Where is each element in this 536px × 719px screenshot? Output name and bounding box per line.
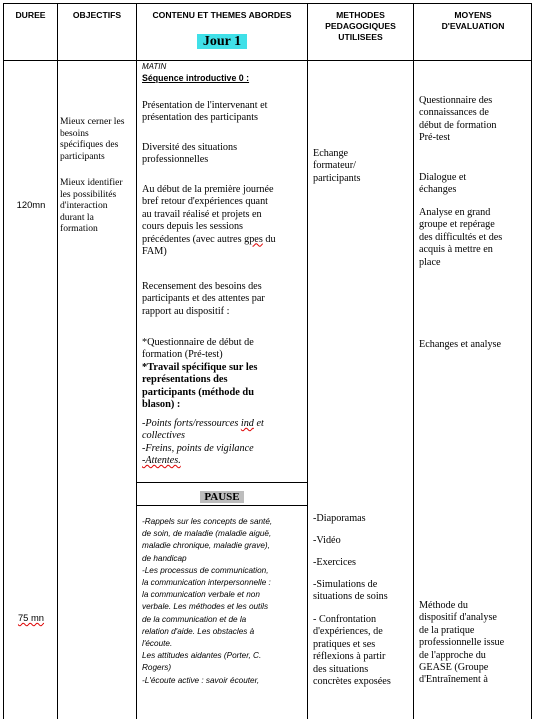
contenu-line: participants et des attentes par bbox=[142, 293, 265, 305]
pause-label: PAUSE bbox=[200, 491, 243, 503]
header-moyens-line: MOYENS bbox=[454, 10, 492, 20]
moyens-analyse bbox=[419, 207, 531, 269]
list-item: Rogers) bbox=[142, 663, 172, 673]
moyens-line: d'Entraînement à bbox=[419, 674, 488, 686]
sequence-title: Séquence introductive 0 : bbox=[142, 73, 250, 83]
contenu-line: cours depuis les sessions bbox=[142, 221, 244, 233]
contenu-line: bref retour d'expériences quant bbox=[142, 196, 269, 208]
methodes-confrontation bbox=[313, 614, 411, 688]
contenu-line bbox=[142, 234, 306, 246]
contenu-concepts-list bbox=[142, 516, 308, 687]
moyens-dialogue bbox=[419, 172, 531, 197]
methodes-exercices: -Exercices bbox=[313, 557, 356, 568]
list-item: -L'écoute active : savoir écouter, bbox=[142, 675, 260, 685]
pause-divider bbox=[137, 505, 307, 506]
contenu-line: Au début de la première journée bbox=[142, 184, 274, 195]
contenu-questionnaire bbox=[142, 337, 306, 362]
contenu-text: -Attentes. bbox=[142, 455, 181, 467]
contenu-retour-experiences bbox=[142, 184, 306, 258]
contenu-blason-items bbox=[142, 418, 306, 468]
moyens-line: de l'approche du bbox=[419, 649, 486, 661]
contenu-line: présentation des participants bbox=[142, 112, 258, 124]
objectifs-line: les possibilités bbox=[60, 188, 117, 200]
list-item: la communication verbale et non bbox=[142, 590, 260, 600]
pause-heading bbox=[137, 487, 307, 505]
list-item: Les attitudes aidantes (Porter, C. bbox=[142, 651, 262, 661]
moyens-line: Analyse en grand bbox=[419, 207, 491, 218]
contenu-line: Recensement des besoins des bbox=[142, 281, 262, 292]
header-moyens bbox=[414, 10, 532, 32]
jour-heading bbox=[137, 32, 307, 50]
contenu-line bbox=[142, 455, 306, 467]
moyens-line: place bbox=[419, 256, 441, 268]
column-divider bbox=[413, 3, 414, 719]
duree-120mn: 120mn bbox=[16, 199, 46, 210]
methodes-diaporamas: -Diaporamas bbox=[313, 513, 366, 524]
contenu-text: -Points forts/ressources bbox=[142, 418, 241, 429]
moyens-line: connaissances de bbox=[419, 107, 489, 119]
objectifs-line: spécifiques des bbox=[60, 139, 119, 151]
list-item: de soin, de maladie (maladie aiguë, bbox=[142, 529, 272, 539]
list-item: de handicap bbox=[142, 553, 187, 563]
contenu-travail-specifique bbox=[142, 362, 306, 412]
moyens-line: acquis à mettre en bbox=[419, 244, 493, 256]
list-item: relation d'aide. Les obstacles à bbox=[142, 626, 255, 636]
moyens-line: Méthode du bbox=[419, 600, 468, 611]
column-divider bbox=[136, 3, 137, 719]
header-moyens-line: D'EVALUATION bbox=[441, 21, 505, 31]
list-item: de la communication et de la bbox=[142, 614, 247, 624]
moyens-line: de la pratique bbox=[419, 624, 475, 636]
list-item: verbale. Les méthodes et les outils bbox=[142, 602, 269, 612]
methodes-line: Echange bbox=[313, 148, 349, 159]
moyens-methode-gease bbox=[419, 600, 531, 687]
moyens-line: début de formation bbox=[419, 119, 497, 131]
contenu-line: *Travail spécifique sur les bbox=[142, 362, 258, 373]
moyens-line: groupe et repérage bbox=[419, 219, 495, 231]
objectifs-line: Mieux identifier bbox=[60, 177, 123, 188]
contenu-line: professionnelles bbox=[142, 154, 209, 166]
objectifs-block-2 bbox=[60, 177, 136, 235]
header-objectifs: OBJECTIFS bbox=[72, 10, 122, 20]
methodes-echange bbox=[313, 148, 411, 185]
list-item: l'écoute. bbox=[142, 639, 173, 649]
list-item: -Les processus de communication, bbox=[142, 565, 269, 575]
contenu-line: blason) : bbox=[142, 399, 181, 411]
methodes-simulations bbox=[313, 579, 411, 604]
header-methodes bbox=[308, 10, 413, 43]
jour-label: Jour 1 bbox=[197, 34, 247, 49]
contenu-diversite bbox=[142, 142, 306, 167]
duree-75mn bbox=[6, 612, 56, 623]
header-contenu: CONTENU ET THEMES ABORDES bbox=[152, 10, 292, 20]
column-divider bbox=[57, 3, 58, 719]
moyens-line: Dialogue et bbox=[419, 172, 467, 183]
contenu-text: ind bbox=[240, 418, 254, 429]
duree-75mn-text: 75 mn bbox=[17, 612, 45, 623]
methodes-line: d'expériences, de bbox=[313, 626, 383, 638]
contenu-line: formation (Pré-test) bbox=[142, 349, 223, 361]
objectifs-line: participants bbox=[60, 150, 105, 162]
methodes-line: pratiques et ses bbox=[313, 638, 376, 650]
contenu-text: et bbox=[253, 418, 264, 429]
moyens-echanges-analyse: Echanges et analyse bbox=[419, 339, 502, 350]
contenu-line: rapport au dispositif : bbox=[142, 305, 230, 317]
moyens-line: dispositif d'analyse bbox=[419, 612, 497, 624]
contenu-line: représentations des bbox=[142, 374, 228, 386]
header-methodes-line: PEDAGOGIQUES bbox=[325, 21, 396, 31]
moyens-line: Pré-test bbox=[419, 132, 451, 144]
header-methodes-line: METHODES bbox=[336, 10, 385, 20]
contenu-line: -Freins, points de vigilance bbox=[142, 442, 254, 454]
contenu-text: précédentes (avec autres bbox=[142, 233, 245, 245]
moyens-questionnaire bbox=[419, 95, 531, 145]
contenu-text: gpes bbox=[244, 233, 263, 245]
contenu-line: Présentation de l'intervenant et bbox=[142, 100, 268, 111]
contenu-line: FAM) bbox=[142, 246, 167, 258]
pause-divider bbox=[137, 482, 307, 483]
contenu-recensement bbox=[142, 281, 306, 318]
methodes-line: participants bbox=[313, 172, 361, 184]
moyens-line: GEASE (Groupe bbox=[419, 662, 489, 674]
methodes-line: situations de soins bbox=[313, 591, 388, 603]
objectifs-block-1 bbox=[60, 116, 136, 162]
methodes-line: formateur/ bbox=[313, 160, 356, 172]
contenu-line: *Questionnaire de début de bbox=[142, 337, 254, 348]
list-item: maladie chronique, maladie grave), bbox=[142, 541, 270, 551]
objectifs-line: durant la bbox=[60, 211, 94, 223]
matin-label: MATIN bbox=[142, 62, 167, 71]
methodes-video: -Vidéo bbox=[313, 535, 341, 546]
methodes-line: réflexions à partir bbox=[313, 651, 386, 663]
list-item: -Rappels sur les concepts de santé, bbox=[142, 517, 273, 526]
contenu-presentation bbox=[142, 100, 306, 125]
methodes-line: -Simulations de bbox=[313, 579, 378, 590]
moyens-line: Questionnaire des bbox=[419, 95, 493, 106]
objectifs-line: Mieux cerner les bbox=[60, 116, 125, 127]
header-duree: DUREE bbox=[15, 10, 46, 20]
methodes-line: concrètes exposées bbox=[313, 676, 391, 688]
contenu-text: du bbox=[262, 233, 276, 245]
methodes-line: - Confrontation bbox=[313, 614, 377, 625]
header-row-divider bbox=[3, 60, 532, 61]
header-methodes-line: UTILISEES bbox=[338, 32, 383, 42]
contenu-line: collectives bbox=[142, 430, 185, 442]
objectifs-line: formation bbox=[60, 223, 98, 235]
methodes-line: des situations bbox=[313, 663, 369, 675]
moyens-line: professionnelle issue bbox=[419, 637, 505, 649]
objectifs-line: d'interaction bbox=[60, 200, 108, 212]
list-item: la communication interpersonnelle : bbox=[142, 578, 271, 588]
contenu-line: Diversité des situations bbox=[142, 142, 238, 153]
contenu-line: au travail réalisé et projets en bbox=[142, 208, 262, 220]
objectifs-line: besoins bbox=[60, 127, 89, 139]
moyens-line: des difficultés et des bbox=[419, 231, 503, 243]
contenu-line: participants (méthode du bbox=[142, 386, 254, 398]
moyens-line: échanges bbox=[419, 184, 457, 196]
contenu-line bbox=[142, 418, 306, 430]
